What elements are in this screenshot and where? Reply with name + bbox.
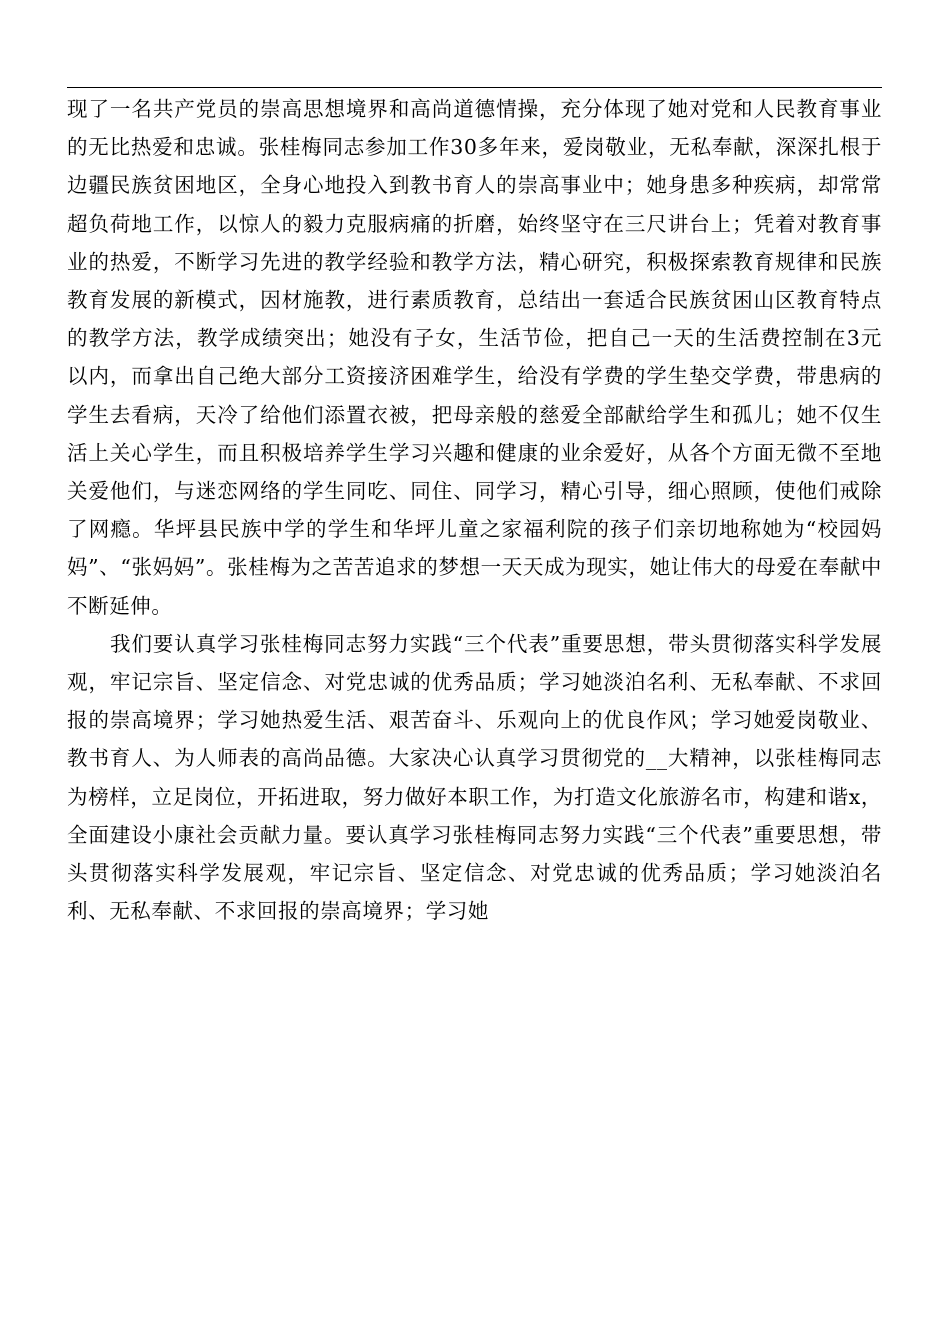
document-body (67, 90, 882, 930)
body-paragraph-study-call: 我们要认真学习张桂梅同志努力实践“三个代表”重要思想，带头贯彻落实科学发展观，牢记宗旨、坚定信念、对党忠诚的优秀品质；学习她淡泊名利、无私奉献、不求回报的崇高境界；学习她热爱生活、艰苦奋斗、乐观向上的优良作风；学习她爱岗敬业、教书育人、为人师表的高尚品德。大家决心认真学习贯彻党的__大精神，以张桂梅同志为榜样，立足岗位，开拓进取，努力做好本职工作，为打造文化旅游名市，构建和谐x，全面建设小康社会贡献力量。要认真学习张桂梅同志努力实践“三个代表”重要思想，带头贯彻落实科学发展观，牢记宗旨、坚定信念、对党忠诚的优秀品质；学习她淡泊名利、无私奉献、不求回报的崇高境界；学习她 (67, 631, 882, 924)
body-paragraph-continuation: 现了一名共产党员的崇高思想境界和高尚道德情操，充分体现了她对党和人民教育事业的无比热爱和忠诚。张桂梅同志参加工作30多年来，爱岗敬业，无私奉献，深深扎根于边疆民族贫困地区，全身心地投入到教书育人的崇高事业中；她身患多种疾病，却常常超负荷地工作，以惊人的毅力克服病痛的折磨，始终坚守在三尺讲台上；凭着对教育事业的热爱，不断学习先进的教学经验和教学方法，精心研究，积极探索教育规律和民族教育发展的新模式，因材施教，进行素质教育，总结出一套适合民族贫困山区教育特点的教学方法，教学成绩突出；她没有子女，生活节俭，把自己一天的生活费控制在3元以内，而拿出自己绝大部分工资接济困难学生，给没有学费的学生垫交学费，带患病的学生去看病，天冷了给他们添置衣被，把母亲般的慈爱全部献给学生和孤儿；她不仅生活上关心学生，而且积极培养学生学习兴趣和健康的业余爱好，从各个方面无微不至地关爱他们，与迷恋网络的学生同吃、同住、同学习，精心引导，细心照顾，使他们戒除了网瘾。华坪县民族中学的学生和华坪儿童之家福利院的孩子们亲切地称她为“校园妈妈”、“张妈妈”。张桂梅为之苦苦追求的梦想一天天成为现实，她让伟大的母爱在奉献中不断延伸。 (67, 97, 882, 618)
header-rule (67, 87, 882, 88)
